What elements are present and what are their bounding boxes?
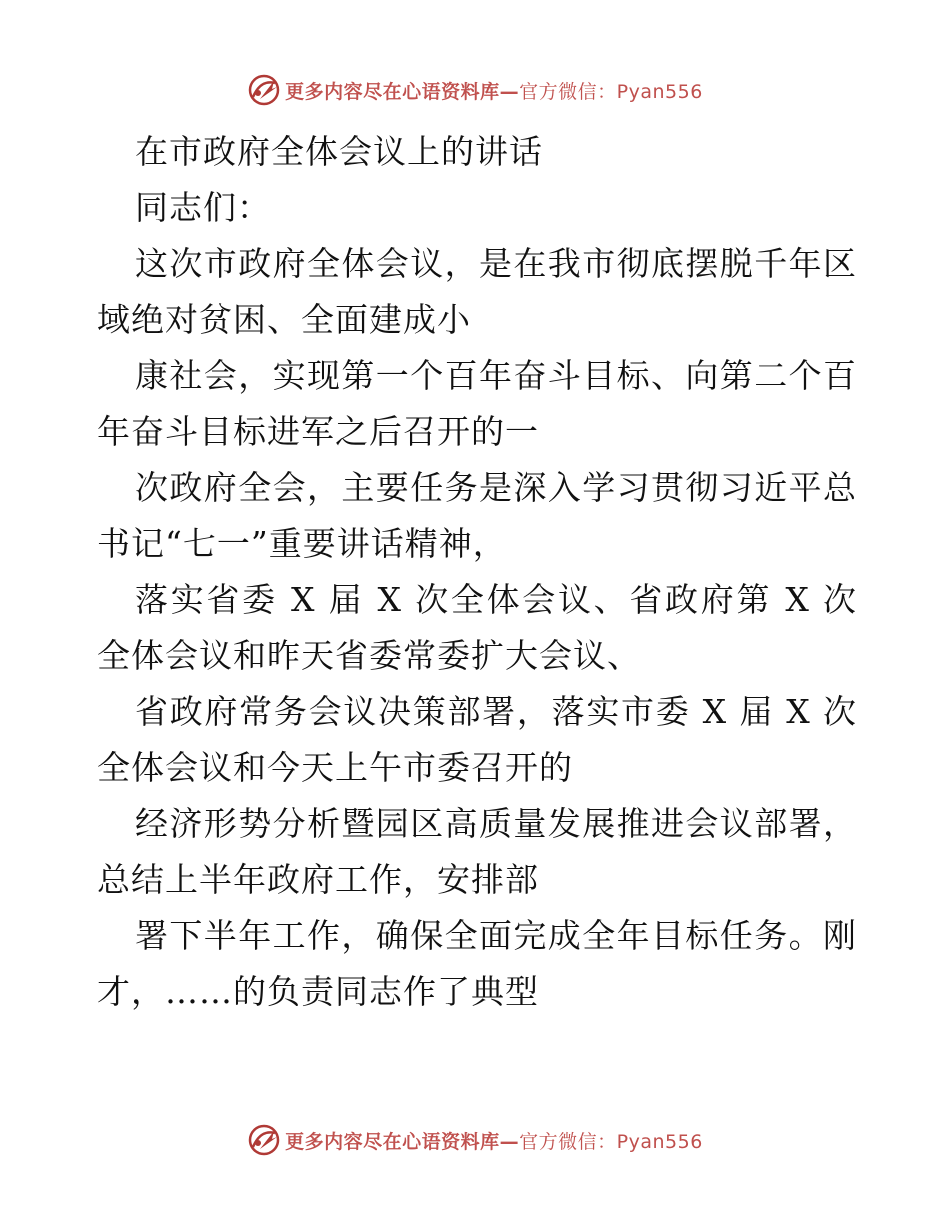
text-line: 署下半年工作，确保全面完成全年目标任务。刚 (135, 916, 857, 955)
text-line: 次政府全会，主要任务是深入学习贯彻习近平总 (135, 468, 857, 507)
brand-logo-icon (247, 73, 281, 107)
text-line: 落实省委 X 届 X 次全体会议、省政府第 X 次 (135, 580, 857, 619)
text-line: 域绝对贫困、全面建成小 (97, 300, 471, 339)
text-line: 省政府常务会议决策部署，落实市委 X 届 X 次 (135, 692, 857, 731)
header-watermark (0, 72, 950, 108)
text-line: 全体会议和昨天省委常委扩大会议、 (97, 636, 641, 675)
watermark-text: 更多内容尽在心语资料库— (285, 1130, 520, 1153)
text-line: 同志们： (135, 188, 271, 227)
text-line: 在市政府全体会议上的讲话 (135, 132, 543, 171)
text-line: 总结上半年政府工作，安排部 (97, 860, 539, 899)
text-line: 康社会，实现第一个百年奋斗目标、向第二个百 (135, 356, 857, 395)
text-line: 经济形势分析暨园区高质量发展推进会议部署， (135, 804, 857, 843)
watermark-wechat: 官方微信：Pyan556 (519, 1130, 703, 1153)
text-line: 书记“七一”重要讲话精神， (97, 524, 507, 563)
text-line: 才，……的负责同志作了典型 (97, 972, 539, 1011)
text-line: 这次市政府全体会议，是在我市彻底摆脱千年区 (135, 244, 857, 283)
text-line: 年奋斗目标进军之后召开的一 (97, 412, 539, 451)
watermark-text: 更多内容尽在心语资料库— (285, 80, 520, 103)
text-line: 全体会议和今天上午市委召开的 (97, 748, 573, 787)
footer-watermark (0, 1122, 950, 1158)
document-body (97, 124, 857, 1020)
watermark-wechat: 官方微信：Pyan556 (519, 80, 703, 103)
brand-logo-icon (247, 1123, 281, 1157)
